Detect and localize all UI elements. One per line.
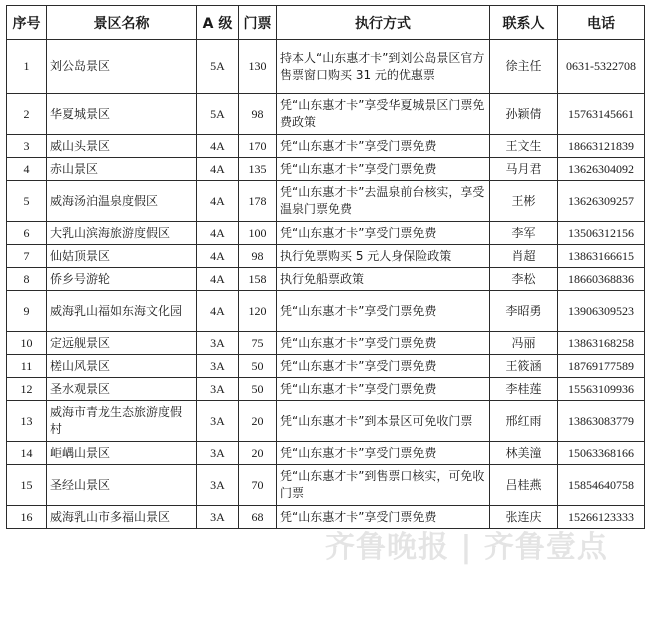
cell-level: 3A	[197, 401, 239, 442]
cell-method: 凭“山东惠才卡”去温泉前台核实，享受温泉门票免费	[277, 181, 490, 222]
cell-price: 75	[239, 332, 277, 355]
header-method: 执行方式	[277, 6, 490, 40]
cell-name: 岠嵎山景区	[47, 442, 197, 465]
cell-contact: 李军	[490, 222, 558, 245]
table-row	[7, 40, 645, 94]
cell-name: 威海市青龙生态旅游度假村	[47, 401, 197, 442]
header-level: A 级	[197, 6, 239, 40]
cell-method: 凭“山东惠才卡”享受华夏城景区门票免费政策	[277, 94, 490, 135]
cell-phone: 13626309257	[558, 181, 645, 222]
header-phone: 电话	[558, 6, 645, 40]
cell-level: 3A	[197, 355, 239, 378]
cell-no: 4	[7, 158, 47, 181]
cell-contact: 李桂莲	[490, 378, 558, 401]
cell-price: 158	[239, 268, 277, 291]
cell-phone: 0631-5322708	[558, 40, 645, 94]
table-row	[7, 135, 645, 158]
table-row	[7, 291, 645, 332]
cell-name: 圣经山景区	[47, 465, 197, 506]
cell-price: 170	[239, 135, 277, 158]
watermark: 齐鲁晚报 | 齐鲁壹点	[325, 530, 608, 565]
table-row	[7, 378, 645, 401]
cell-name: 威山头景区	[47, 135, 197, 158]
cell-price: 20	[239, 442, 277, 465]
cell-method: 凭“山东惠才卡”享受门票免费	[277, 222, 490, 245]
cell-level: 4A	[197, 268, 239, 291]
cell-method: 凭“山东惠才卡”享受门票免费	[277, 158, 490, 181]
cell-no: 5	[7, 181, 47, 222]
cell-level: 4A	[197, 135, 239, 158]
table-row	[7, 401, 645, 442]
table-row	[7, 245, 645, 268]
table-header-row	[7, 6, 645, 40]
table-row	[7, 94, 645, 135]
cell-name: 仙姑顶景区	[47, 245, 197, 268]
cell-price: 135	[239, 158, 277, 181]
cell-no: 11	[7, 355, 47, 378]
cell-level: 5A	[197, 94, 239, 135]
cell-no: 2	[7, 94, 47, 135]
cell-no: 7	[7, 245, 47, 268]
cell-price: 130	[239, 40, 277, 94]
table-row	[7, 355, 645, 378]
cell-contact: 张连庆	[490, 506, 558, 529]
cell-level: 3A	[197, 465, 239, 506]
cell-level: 4A	[197, 245, 239, 268]
table-row	[7, 268, 645, 291]
cell-contact: 马月君	[490, 158, 558, 181]
cell-no: 15	[7, 465, 47, 506]
cell-no: 10	[7, 332, 47, 355]
cell-name: 华夏城景区	[47, 94, 197, 135]
cell-phone: 15763145661	[558, 94, 645, 135]
cell-contact: 李昭勇	[490, 291, 558, 332]
cell-level: 5A	[197, 40, 239, 94]
cell-level: 4A	[197, 222, 239, 245]
table-row	[7, 181, 645, 222]
cell-price: 50	[239, 355, 277, 378]
cell-method: 凭“山东惠才卡”享受门票免费	[277, 378, 490, 401]
cell-phone: 18663121839	[558, 135, 645, 158]
cell-contact: 徐主任	[490, 40, 558, 94]
table-row	[7, 158, 645, 181]
cell-no: 12	[7, 378, 47, 401]
cell-no: 6	[7, 222, 47, 245]
cell-method: 凭“山东惠才卡”到售票口核实，可免收门票	[277, 465, 490, 506]
cell-name: 圣水观景区	[47, 378, 197, 401]
cell-price: 100	[239, 222, 277, 245]
cell-method: 凭“山东惠才卡”到本景区可免收门票	[277, 401, 490, 442]
cell-phone: 18769177589	[558, 355, 645, 378]
cell-phone: 13863166615	[558, 245, 645, 268]
cell-no: 14	[7, 442, 47, 465]
cell-no: 16	[7, 506, 47, 529]
cell-name: 大乳山滨海旅游度假区	[47, 222, 197, 245]
cell-contact: 孙颖倩	[490, 94, 558, 135]
cell-contact: 王筱涵	[490, 355, 558, 378]
cell-level: 3A	[197, 378, 239, 401]
header-no: 序号	[7, 6, 47, 40]
cell-method: 执行免票购买 5 元人身保险政策	[277, 245, 490, 268]
cell-phone: 13506312156	[558, 222, 645, 245]
cell-level: 4A	[197, 181, 239, 222]
cell-phone: 15563109936	[558, 378, 645, 401]
cell-price: 20	[239, 401, 277, 442]
cell-phone: 15266123333	[558, 506, 645, 529]
cell-price: 50	[239, 378, 277, 401]
cell-phone: 13906309523	[558, 291, 645, 332]
cell-method: 凭“山东惠才卡”享受门票免费	[277, 135, 490, 158]
cell-phone: 13863083779	[558, 401, 645, 442]
cell-method: 凭“山东惠才卡”享受门票免费	[277, 442, 490, 465]
table-row	[7, 506, 645, 529]
cell-price: 98	[239, 245, 277, 268]
cell-contact: 邢红雨	[490, 401, 558, 442]
table-row	[7, 222, 645, 245]
cell-no: 3	[7, 135, 47, 158]
cell-price: 70	[239, 465, 277, 506]
table-row	[7, 465, 645, 506]
cell-level: 3A	[197, 506, 239, 529]
cell-contact: 冯丽	[490, 332, 558, 355]
cell-price: 68	[239, 506, 277, 529]
cell-method: 凭“山东惠才卡”享受门票免费	[277, 506, 490, 529]
header-contact: 联系人	[490, 6, 558, 40]
cell-name: 定远舰景区	[47, 332, 197, 355]
cell-no: 9	[7, 291, 47, 332]
cell-contact: 王彬	[490, 181, 558, 222]
cell-contact: 林美潼	[490, 442, 558, 465]
header-price: 门票	[239, 6, 277, 40]
cell-no: 1	[7, 40, 47, 94]
cell-contact: 肖超	[490, 245, 558, 268]
cell-method: 凭“山东惠才卡”享受门票免费	[277, 332, 490, 355]
cell-name: 威海乳山福如东海文化园	[47, 291, 197, 332]
cell-level: 4A	[197, 158, 239, 181]
cell-price: 178	[239, 181, 277, 222]
cell-phone: 15854640758	[558, 465, 645, 506]
header-name: 景区名称	[47, 6, 197, 40]
cell-name: 侨乡号游轮	[47, 268, 197, 291]
scenic-spots-table	[6, 5, 645, 529]
cell-method: 持本人“山东惠才卡”到刘公岛景区官方售票窗口购买 31 元的优惠票	[277, 40, 490, 94]
cell-name: 威海汤泊温泉度假区	[47, 181, 197, 222]
cell-method: 凭“山东惠才卡”享受门票免费	[277, 291, 490, 332]
table-row	[7, 332, 645, 355]
cell-no: 13	[7, 401, 47, 442]
cell-method: 凭“山东惠才卡”享受门票免费	[277, 355, 490, 378]
cell-method: 执行免船票政策	[277, 268, 490, 291]
cell-price: 98	[239, 94, 277, 135]
cell-contact: 王文生	[490, 135, 558, 158]
cell-no: 8	[7, 268, 47, 291]
cell-level: 3A	[197, 442, 239, 465]
cell-phone: 15063368166	[558, 442, 645, 465]
cell-name: 槎山风景区	[47, 355, 197, 378]
cell-phone: 18660368836	[558, 268, 645, 291]
cell-phone: 13863168258	[558, 332, 645, 355]
cell-name: 威海乳山市多福山景区	[47, 506, 197, 529]
cell-contact: 李松	[490, 268, 558, 291]
cell-phone: 13626304092	[558, 158, 645, 181]
cell-contact: 吕桂燕	[490, 465, 558, 506]
cell-name: 赤山景区	[47, 158, 197, 181]
cell-name: 刘公岛景区	[47, 40, 197, 94]
table-row	[7, 442, 645, 465]
cell-level: 4A	[197, 291, 239, 332]
cell-level: 3A	[197, 332, 239, 355]
cell-price: 120	[239, 291, 277, 332]
